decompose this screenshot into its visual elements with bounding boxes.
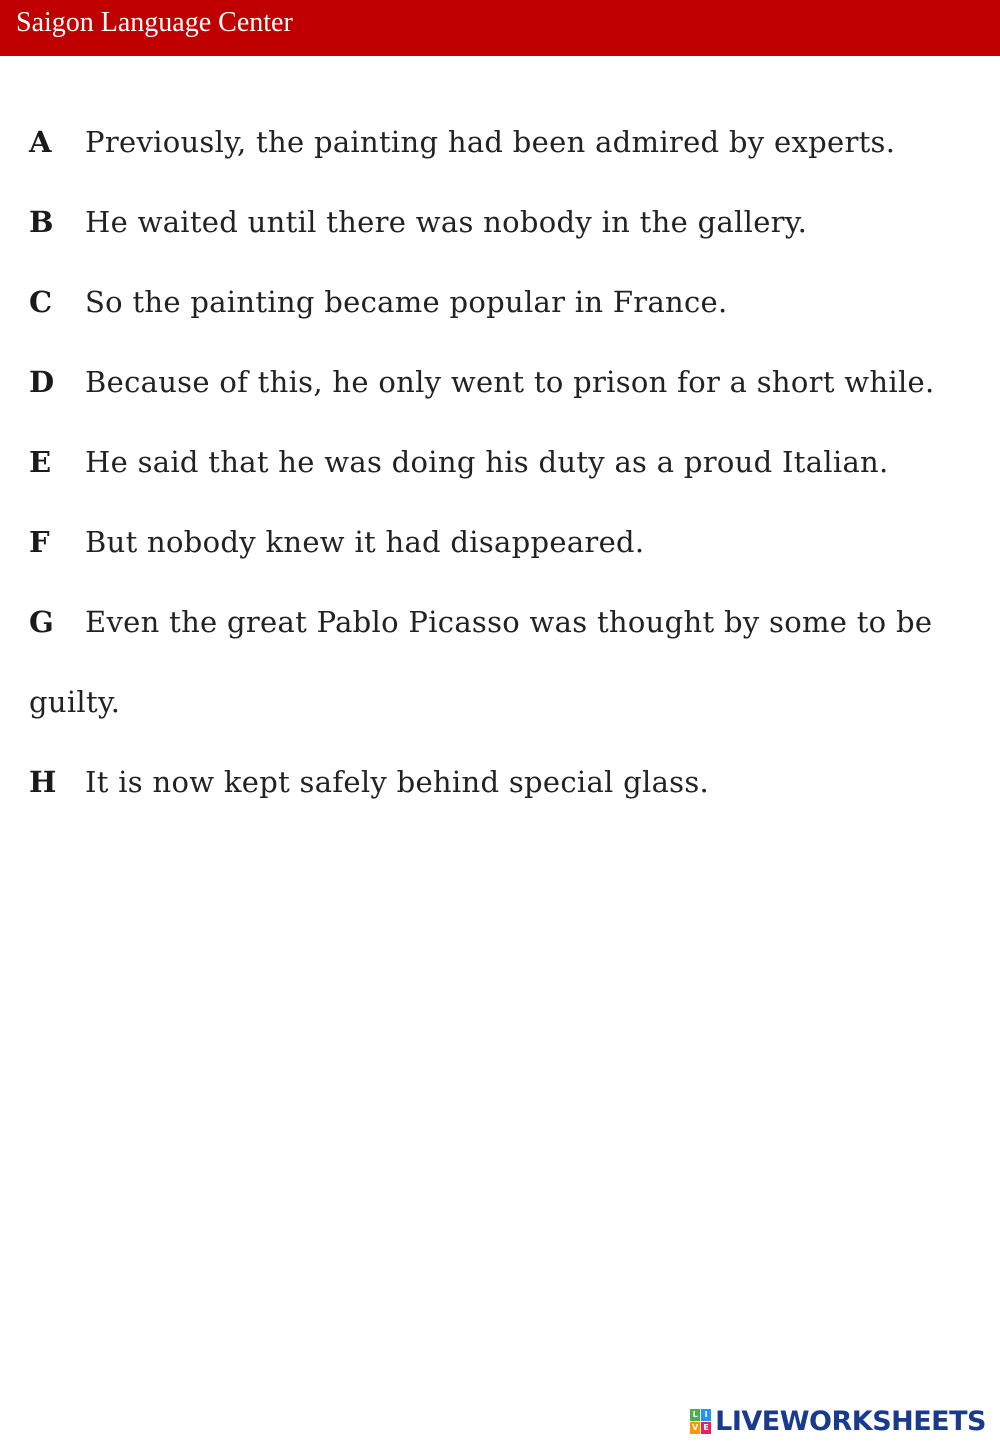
logo-mark-tile: I — [701, 1409, 711, 1421]
option-letter: A — [29, 125, 52, 159]
option-text: So the painting became popular in France. — [85, 285, 728, 319]
option-d — [29, 342, 979, 422]
option-a — [29, 102, 979, 182]
option-letter: G — [29, 605, 55, 639]
option-text: Even the great Pablo Picasso was thought by some to be guilty. — [29, 605, 933, 719]
option-e — [29, 422, 979, 502]
option-letter: B — [29, 205, 54, 239]
option-text: It is now kept safely behind special glass. — [85, 765, 710, 799]
option-text: Because of this, he only went to prison for a short while. — [85, 365, 935, 399]
option-letter: H — [29, 765, 57, 799]
logo-mark-tile: V — [692, 1422, 699, 1432]
header-bar — [0, 0, 1000, 56]
option-text: He said that he was doing his duty as a proud Italian. — [85, 445, 889, 479]
liveworksheets-mark-icon — [690, 1409, 711, 1434]
option-letter: D — [29, 365, 55, 399]
option-text: He waited until there was nobody in the gallery. — [85, 205, 808, 239]
option-h — [29, 742, 979, 822]
option-letter: C — [29, 285, 53, 319]
logo-text: LIVEWORKSHEETS — [715, 1405, 986, 1437]
logo-mark-tile: L — [690, 1409, 700, 1421]
liveworksheets-logo[interactable] — [690, 1404, 986, 1438]
header-title: Saigon Language Center — [16, 7, 293, 38]
option-f — [29, 502, 979, 582]
option-c — [29, 262, 979, 342]
options-list — [29, 102, 979, 822]
option-text: But nobody knew it had disappeared. — [85, 525, 645, 559]
option-g — [29, 582, 979, 742]
option-letter: F — [29, 525, 50, 559]
logo-mark-tile: E — [701, 1422, 711, 1434]
option-b — [29, 182, 979, 262]
option-letter: E — [29, 445, 52, 479]
option-text: Previously, the painting had been admired by experts. — [85, 125, 896, 159]
